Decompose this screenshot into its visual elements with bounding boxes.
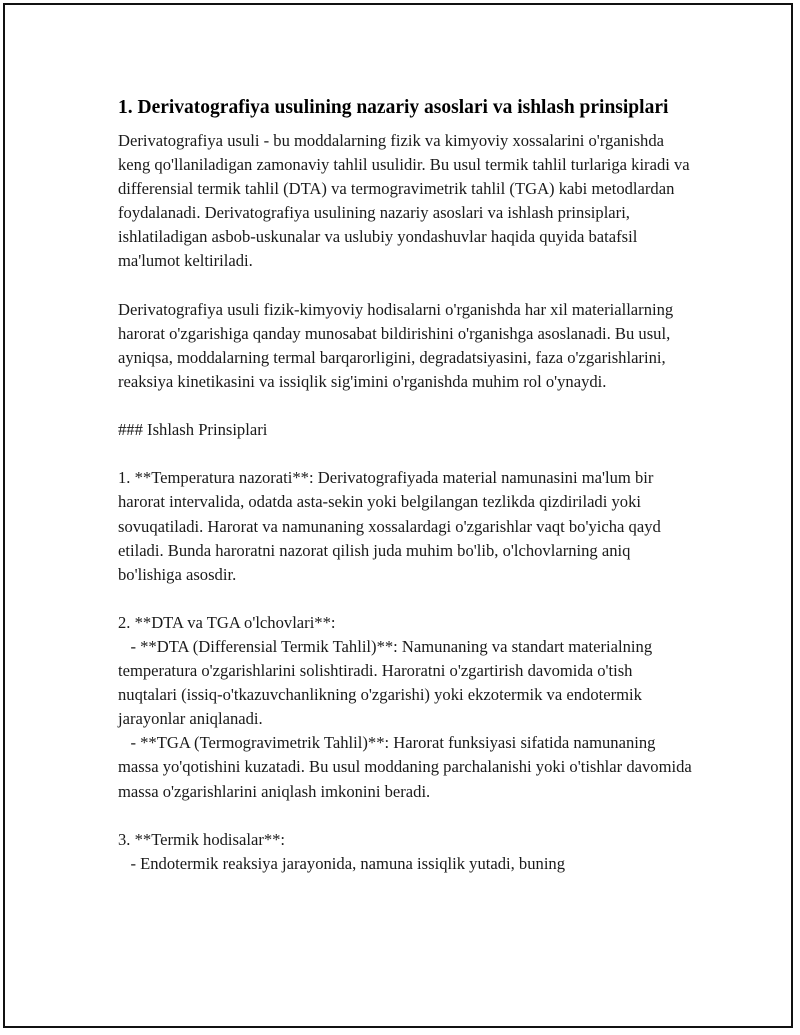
paragraph-spacer bbox=[118, 394, 693, 418]
paragraph-spacer bbox=[118, 804, 693, 828]
thermal-events-title: 3. **Termik hodisalar**: bbox=[118, 829, 286, 849]
intro-paragraph: Derivatografiya usuli - bu moddalarning fizik va kimyoviy xossalarini o'rganishda keng qo'llaniladigan zamonaviy tahlil usulidir. Bu usul termik tahlil turlariga kiradi va differensial termik tahlil (DTA) va termogravimetrik tahlil (TGA) kabi metodlardan foydalanadi. Derivatografiya usulining nazariy asoslari va ishlash prinsiplari, ishlatiladigan asbob-uskunalar va uslubiy yondashuvlar haqida quyida batafsil ma'lumot keltiriladi. bbox=[118, 131, 694, 271]
subsection-heading: ### Ishlash Prinsiplari bbox=[118, 420, 268, 440]
section-heading: 1. Derivatografiya usulining nazariy asoslari va ishlash prinsiplari bbox=[118, 97, 669, 118]
dta-tga-title: 2. **DTA va TGA o'lchovlari**: bbox=[118, 612, 336, 632]
basis-paragraph: Derivatografiya usuli fizik-kimyoviy hodisalarni o'rganishda har xil materiallarning harorat o'zgarishiga qanday munosabat bildirishini o'rganishga asoslanadi. Bu usul, ayniqsa, moddalarning termal barqarorligini, degradatsiyasini, faza o'zgarishlarini, reaksiya kinetikasini va issiqlik sig'imini o'rganishda muhim rol o'ynaydi. bbox=[118, 299, 678, 391]
dta-item: - **DTA (Differensial Termik Tahlil)**: Namunaning va standart materialning temperatura o'zgarishlarini solishtiradi. Haroratni o'zgartirish davomida o'tish nuqtalari (issiq-o'tkazuvchanlikning o'zgarishi) yoki ekzotermik va endotermik jarayonlar aniqlanadi. bbox=[118, 636, 657, 729]
document-body bbox=[118, 94, 696, 876]
paragraph-spacer bbox=[118, 442, 693, 466]
endothermic-item: - Endotermik reaksiya jarayonida, namuna issiqlik yutadi, buning bbox=[118, 853, 566, 873]
tga-item: - **TGA (Termogravimetrik Tahlil)**: Harorat funksiyasi sifatida namunaning massa yo'qotishini kuzatadi. Bu usul moddaning parchalanishi yoki o'tishlar davomida massa o'zgarishlarini aniqlash imkonini beradi. bbox=[118, 733, 696, 801]
paragraph-spacer bbox=[118, 587, 693, 611]
paragraph-spacer bbox=[118, 274, 693, 298]
temperature-control-paragraph: 1. **Temperatura nazorati**: Derivatografiyada material namunasini ma'lum bir harorat intervalida, odatda asta-sekin yoki belgilangan tezlikda qizdiriladi yoki sovuqatiladi. Harorat va namunaning xossalardagi o'zgarishlar vaqt bo'yicha qayd etiladi. Bunda haroratni nazorat qilish juda muhim bo'lib, o'lchovlarning aniq bo'lishiga asosdir. bbox=[118, 468, 665, 584]
